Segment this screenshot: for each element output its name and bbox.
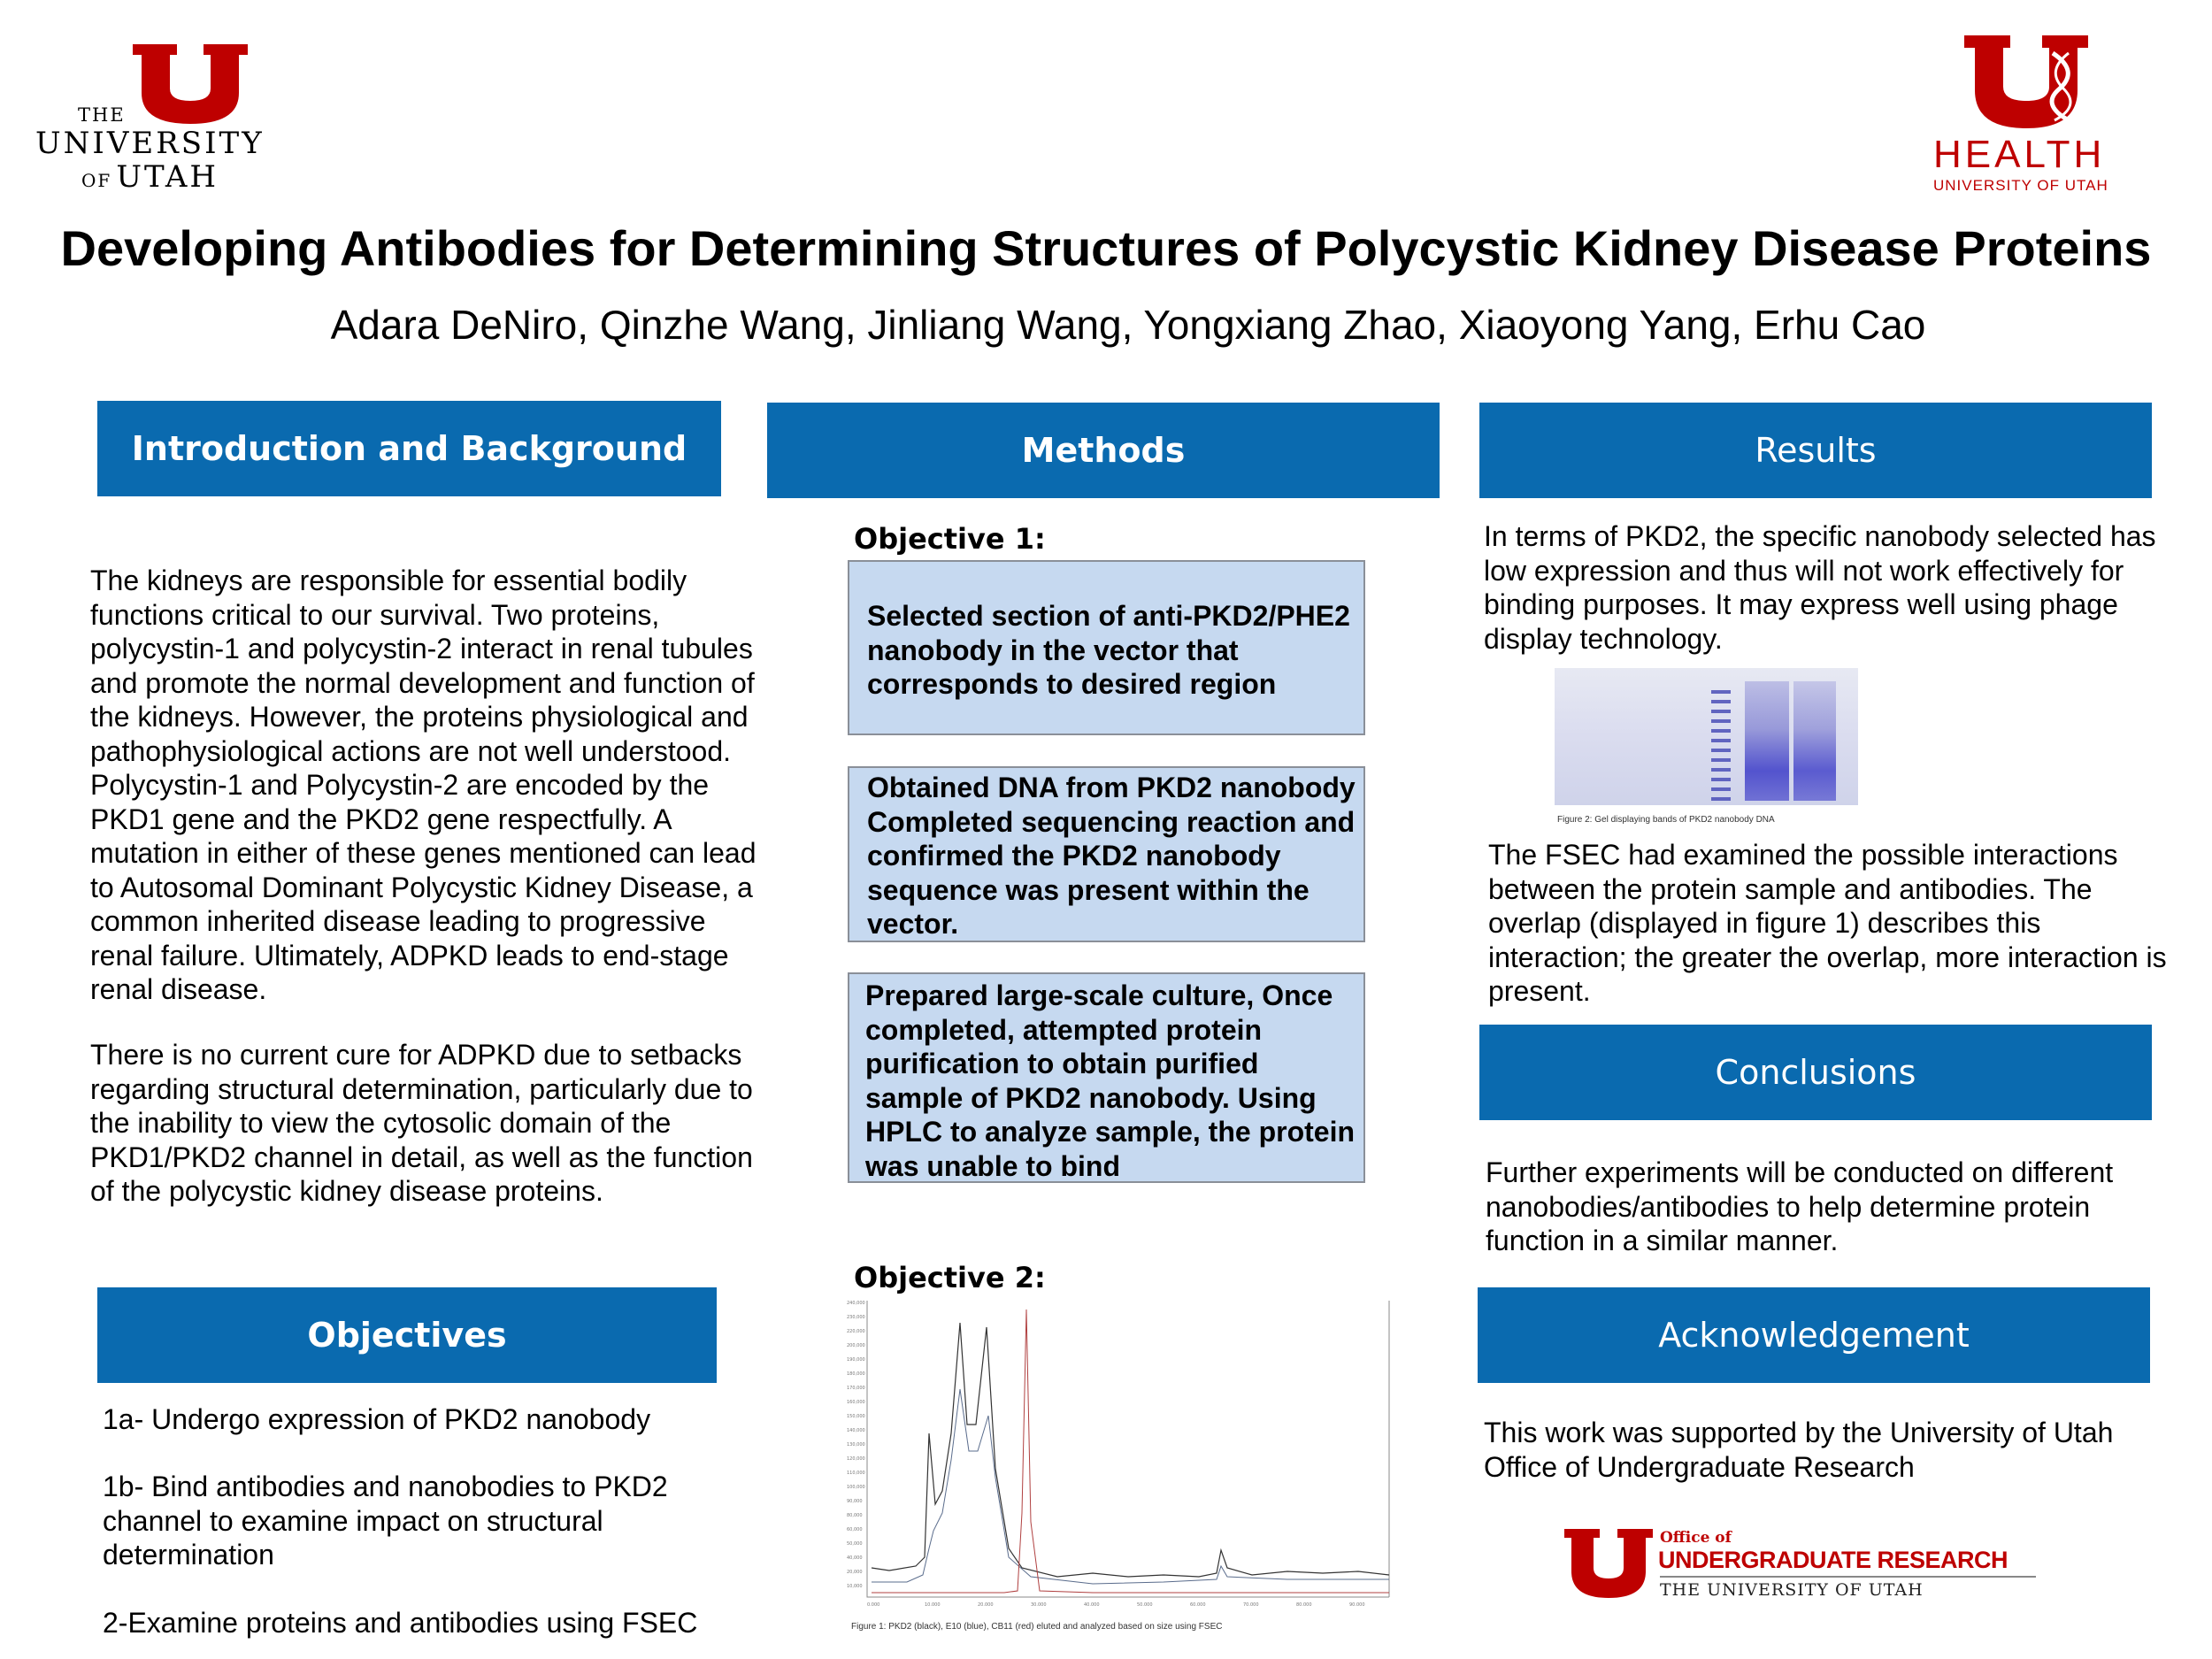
objective-2-label: Objective 2: xyxy=(854,1261,1046,1294)
methods-heading: Methods xyxy=(767,403,1440,498)
gel-sample-lane-2 xyxy=(1793,681,1836,801)
svg-text:60,000: 60,000 xyxy=(847,1527,863,1532)
gel-sample-lane-1 xyxy=(1745,681,1789,801)
method-step-box-2 xyxy=(848,766,1365,942)
results-heading: Results xyxy=(1479,403,2152,498)
svg-text:140,000: 140,000 xyxy=(847,1428,865,1433)
objective-1-label: Objective 1: xyxy=(854,522,1046,556)
chromatogram-y-ticks xyxy=(847,1301,865,1589)
svg-text:170,000: 170,000 xyxy=(847,1386,865,1391)
method-step-box-3 xyxy=(848,972,1365,1183)
svg-text:150,000: 150,000 xyxy=(847,1414,865,1419)
conclusions-heading: Conclusions xyxy=(1479,1025,2152,1120)
figure-1-caption: Figure 1: PKD2 (black), E10 (blue), CB11 (red) eluted and analyzed based on size using FSEC xyxy=(851,1622,1223,1632)
health-wordmark: HEALTH xyxy=(1933,133,2106,176)
svg-text:30.000: 30.000 xyxy=(1031,1602,1047,1608)
svg-text:10.000: 10.000 xyxy=(925,1602,941,1608)
svg-text:0.000: 0.000 xyxy=(867,1602,880,1608)
svg-text:40.000: 40.000 xyxy=(1084,1602,1100,1608)
method-step-box-1 xyxy=(848,560,1365,735)
svg-text:10,000: 10,000 xyxy=(847,1584,863,1589)
chromatogram-axes xyxy=(867,1301,1389,1597)
svg-text:90,000: 90,000 xyxy=(847,1499,863,1504)
university-of-utah-logo xyxy=(35,44,301,195)
intro-heading: Introduction and Background xyxy=(97,401,721,496)
logo-utah: UTAH xyxy=(116,159,219,195)
our-logo-sub: THE UNIVERSITY OF UTAH xyxy=(1660,1580,1924,1600)
svg-text:100,000: 100,000 xyxy=(847,1485,865,1490)
chromatogram-trace-red xyxy=(872,1310,1389,1593)
office-of-undergraduate-research-logo xyxy=(1564,1529,2042,1604)
svg-text:80.000: 80.000 xyxy=(1296,1602,1312,1608)
svg-text:130,000: 130,000 xyxy=(847,1442,865,1448)
logo-university: UNIVERSITY xyxy=(35,126,265,161)
objective-item-1a: 1a- Undergo expression of PKD2 nanobody xyxy=(103,1403,651,1435)
svg-text:160,000: 160,000 xyxy=(847,1400,865,1405)
our-logo-office-of: Office of xyxy=(1660,1529,1732,1547)
gel-ladder-lane xyxy=(1711,690,1731,801)
poster-title: Developing Antibodies for Determining Structures of Polycystic Kidney Disease Proteins xyxy=(60,220,2152,276)
svg-text:20.000: 20.000 xyxy=(978,1602,994,1608)
intro-paragraph-1: The kidneys are responsible for essential bodily functions critical to our survival. Two proteins, polycystin-1 and polycystin-2 interact in renal tubules and promote the normal development and function of the kidneys. However, the proteins physiological and pathophysiological actions are not well understood. Polycystin-1 and Polycystin-2 are encoded by the PKD1 gene and the PKD2 gene respectfully. A mutation in either of these genes mentioned can lead to Autosomal Dominant Polycystic Kidney Disease, a common inherited disease leading to progressive renal failure. Ultimately, ADPKD leads to end-stage renal disease. xyxy=(90,565,757,1005)
svg-text:40,000: 40,000 xyxy=(847,1555,863,1561)
svg-text:50.000: 50.000 xyxy=(1137,1602,1153,1608)
svg-text:220,000: 220,000 xyxy=(847,1329,865,1334)
svg-text:20,000: 20,000 xyxy=(847,1570,863,1575)
acknowledgement-heading: Acknowledgement xyxy=(1478,1287,2150,1383)
svg-text:240,000: 240,000 xyxy=(847,1301,865,1306)
our-logo-main: UNDERGRADUATE RESEARCH xyxy=(1658,1547,2008,1573)
method-step-2-text: Obtained DNA from PKD2 nanobody Completed sequencing reaction and confirmed the PKD2 nanobody sequence was present within the vector. xyxy=(867,772,1356,940)
block-u-small-icon xyxy=(1564,1529,1653,1598)
results-paragraph-1: In terms of PKD2, the specific nanobody selected has low expression and thus will not work effectively for binding purposes. It may express well using phage display technology. xyxy=(1484,520,2156,655)
chromatogram-trace-black xyxy=(872,1323,1389,1577)
intro-paragraph-2: There is no current cure for ADPKD due to setbacks regarding structural determination, particularly due to the inability to view the cytosolic domain of the PKD1/PKD2 channel in detail, as well as the function of the polycystic kidney disease proteins. xyxy=(90,1039,753,1207)
objective-item-1b: 1b- Bind antibodies and nanobodies to PKD2 channel to examine impact on structural determination xyxy=(103,1471,668,1571)
logo-the: THE xyxy=(78,104,126,126)
results-paragraph-2: The FSEC had examined the possible interactions between the protein sample and antibodies. The overlap (displayed in figure 1) describes this interaction; the greater the overlap, more interaction is present. xyxy=(1488,839,2167,1007)
health-subtitle: UNIVERSITY OF UTAH xyxy=(1933,177,2108,194)
poster-authors: Adara DeNiro, Qinzhe Wang, Jinliang Wang, Yongxiang Zhao, Xiaoyong Yang, Erhu Cao xyxy=(330,302,1926,348)
block-u-icon xyxy=(133,44,248,124)
figure-2-caption: Figure 2: Gel displaying bands of PKD2 nanobody DNA xyxy=(1557,815,1775,825)
svg-text:120,000: 120,000 xyxy=(847,1456,865,1462)
our-logo-rule xyxy=(1660,1576,2036,1578)
conclusions-text: Further experiments will be conducted on different nanobodies/antibodies to help determine protein function in a similar manner. xyxy=(1486,1156,2114,1256)
objectives-heading: Objectives xyxy=(97,1287,717,1383)
svg-text:90.000: 90.000 xyxy=(1349,1602,1365,1608)
svg-text:60.000: 60.000 xyxy=(1190,1602,1206,1608)
svg-text:50,000: 50,000 xyxy=(847,1541,863,1547)
fsec-chromatogram-figure xyxy=(827,1292,1394,1632)
acknowledgement-text: This work was supported by the University of Utah Office of Undergraduate Research xyxy=(1484,1417,2114,1483)
university-of-utah-health-logo xyxy=(1920,35,2168,195)
method-step-1-text: Selected section of anti-PKD2/PHE2 nanobody in the vector that corresponds to desired region xyxy=(867,600,1350,700)
svg-text:80,000: 80,000 xyxy=(847,1513,863,1518)
gel-electrophoresis-image xyxy=(1555,668,1858,805)
svg-text:110,000: 110,000 xyxy=(847,1471,865,1476)
svg-text:190,000: 190,000 xyxy=(847,1357,865,1363)
svg-text:230,000: 230,000 xyxy=(847,1315,865,1320)
objective-item-2: 2-Examine proteins and antibodies using FSEC xyxy=(103,1607,698,1639)
chromatogram-trace-blue xyxy=(872,1389,1389,1584)
svg-text:200,000: 200,000 xyxy=(847,1343,865,1348)
svg-text:180,000: 180,000 xyxy=(847,1371,865,1377)
logo-of: OF xyxy=(81,170,112,191)
method-step-3-text: Prepared large-scale culture, Once completed, attempted protein purification to obtain purified sample of PKD2 nanobody. Using HPLC to analyze sample, the protein was unable to bind xyxy=(865,979,1355,1182)
chromatogram-x-ticks xyxy=(867,1602,1365,1608)
health-u-dna-icon xyxy=(1964,35,2097,128)
svg-text:70.000: 70.000 xyxy=(1243,1602,1259,1608)
